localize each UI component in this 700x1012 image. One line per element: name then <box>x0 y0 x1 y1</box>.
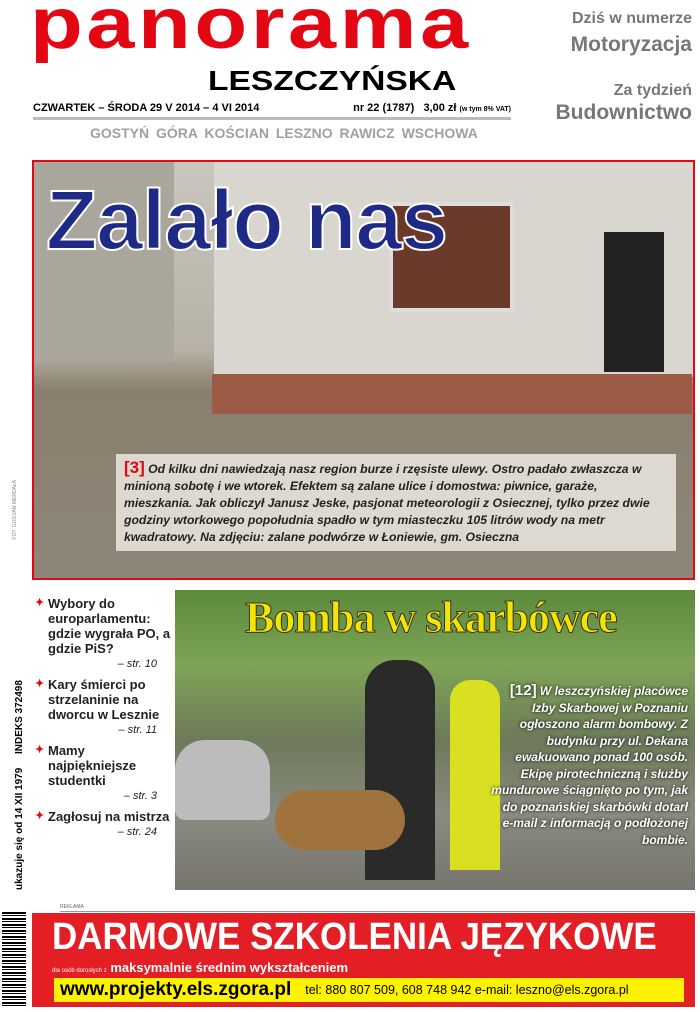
teaser-item[interactable] <box>35 809 175 839</box>
advertisement[interactable] <box>32 913 695 1007</box>
vat-note: (w tym 8% VAT) <box>459 106 511 113</box>
price: 3,00 zł <box>423 102 457 114</box>
issue-number: nr 22 (1787) <box>353 102 415 114</box>
second-headline[interactable]: Bomba w skarbówce <box>245 593 617 642</box>
ad-contact: tel: 880 807 509, 608 748 942 e-mail: leszno@els.zgora.pl <box>305 983 629 997</box>
teaser-item[interactable] <box>35 677 175 737</box>
second-caption <box>490 683 688 848</box>
ad-sub: maksymalnie średnim wykształceniem <box>110 960 349 975</box>
teaser-page: – str. 11 <box>118 724 157 736</box>
barcode <box>2 912 26 1007</box>
today-topic[interactable]: Motoryzacja <box>570 33 692 56</box>
issue-date: CZWARTEK – ŚRODA 29 V 2014 – 4 VI 2014 <box>33 102 260 114</box>
regions: GOSTYŃ GÓRA KOŚCIAN LESZNO RAWICZ WSCHOWA <box>90 125 478 141</box>
ad-contact-bar <box>54 978 684 1002</box>
ad-sub-small: dla osób dorosłych z <box>52 968 107 974</box>
bullet-icon: ✦ <box>35 744 45 756</box>
dateline <box>33 102 511 120</box>
teaser-list <box>35 596 175 845</box>
photo-credit: FOT. GUS/JAN MERDALA <box>12 480 18 540</box>
lead-caption-text: Od kilku dni nawiedzają nasz region burze i rzęsiste ulewy. Ostro padało zwłaszcza w minioną sobotę i we wtorek. Efektem są zalane ulice i domostwa: piwnice, garaże, mieszkania. Jak obliczył Janusz Jeske, pasjonat meteorologii z Osiecznej, tylko przez dwie godziny wtorkowego popołudnia spadło w tym miasteczku 105 litrów wody na metr kwadratowy. Na zdjęciu: zalane podwórze w Łoniewie, gm. Osieczna <box>124 462 650 544</box>
ad-headline: DARMOWE SZKOLENIA JĘZYKOWE <box>52 916 657 958</box>
teaser-page: – str. 3 <box>123 790 157 802</box>
vertical-info <box>14 680 25 890</box>
ad-label: REKLAMA <box>60 904 695 912</box>
since-note: ukazuje się od 14 XII 1979 <box>14 767 25 890</box>
index-number: INDEKS 372498 <box>14 680 25 754</box>
next-label: Za tydzień <box>613 82 692 99</box>
masthead-logo: panorama <box>30 0 472 64</box>
second-caption-text: W leszczyńskiej placówce Izby Skarbowej w Poznaniu ogłoszono alarm bombowy. Z budynku przy ul. Dekana ewakuowano ponad 100 osób. Ekipę pirotechniczną i służby mundurowe ściągnięto po tym, jak do poznańskiej skarbówki dotarł e-mail z informacją o podłożonej bombie. <box>491 684 688 847</box>
lead-photo[interactable] <box>32 160 695 580</box>
teaser-text: Kary śmierci po strzelaninie na dworcu w Lesznie <box>48 677 160 722</box>
teaser-item[interactable] <box>35 743 175 803</box>
teaser-text: Mamy najpiękniejsze studentki <box>48 743 137 788</box>
second-page-ref: [12] <box>509 682 537 699</box>
bullet-icon: ✦ <box>35 810 45 822</box>
second-photo[interactable] <box>175 590 695 890</box>
teaser-text: Zagłosuj na mistrza <box>48 809 170 824</box>
bullet-icon: ✦ <box>35 678 45 690</box>
lead-headline[interactable]: Zalało nas <box>46 173 447 267</box>
lead-page-ref: [3] <box>124 458 145 477</box>
today-label: Dziś w numerze <box>571 10 692 27</box>
ad-subline <box>52 960 348 979</box>
next-topic[interactable]: Budownictwo <box>555 101 692 124</box>
bullet-icon: ✦ <box>35 597 45 609</box>
ad-url[interactable]: www.projekty.els.zgora.pl <box>60 979 292 1000</box>
teaser-text: Wybory do europarlamentu: gdzie wygrała PO, a gdzie PiS? <box>48 596 171 656</box>
teaser-page: – str. 10 <box>117 658 157 670</box>
lead-caption <box>116 454 676 551</box>
masthead-subtitle: LESZCZYŃSKA <box>208 65 457 96</box>
teaser-page: – str. 24 <box>117 826 157 838</box>
teaser-item[interactable] <box>35 596 175 671</box>
